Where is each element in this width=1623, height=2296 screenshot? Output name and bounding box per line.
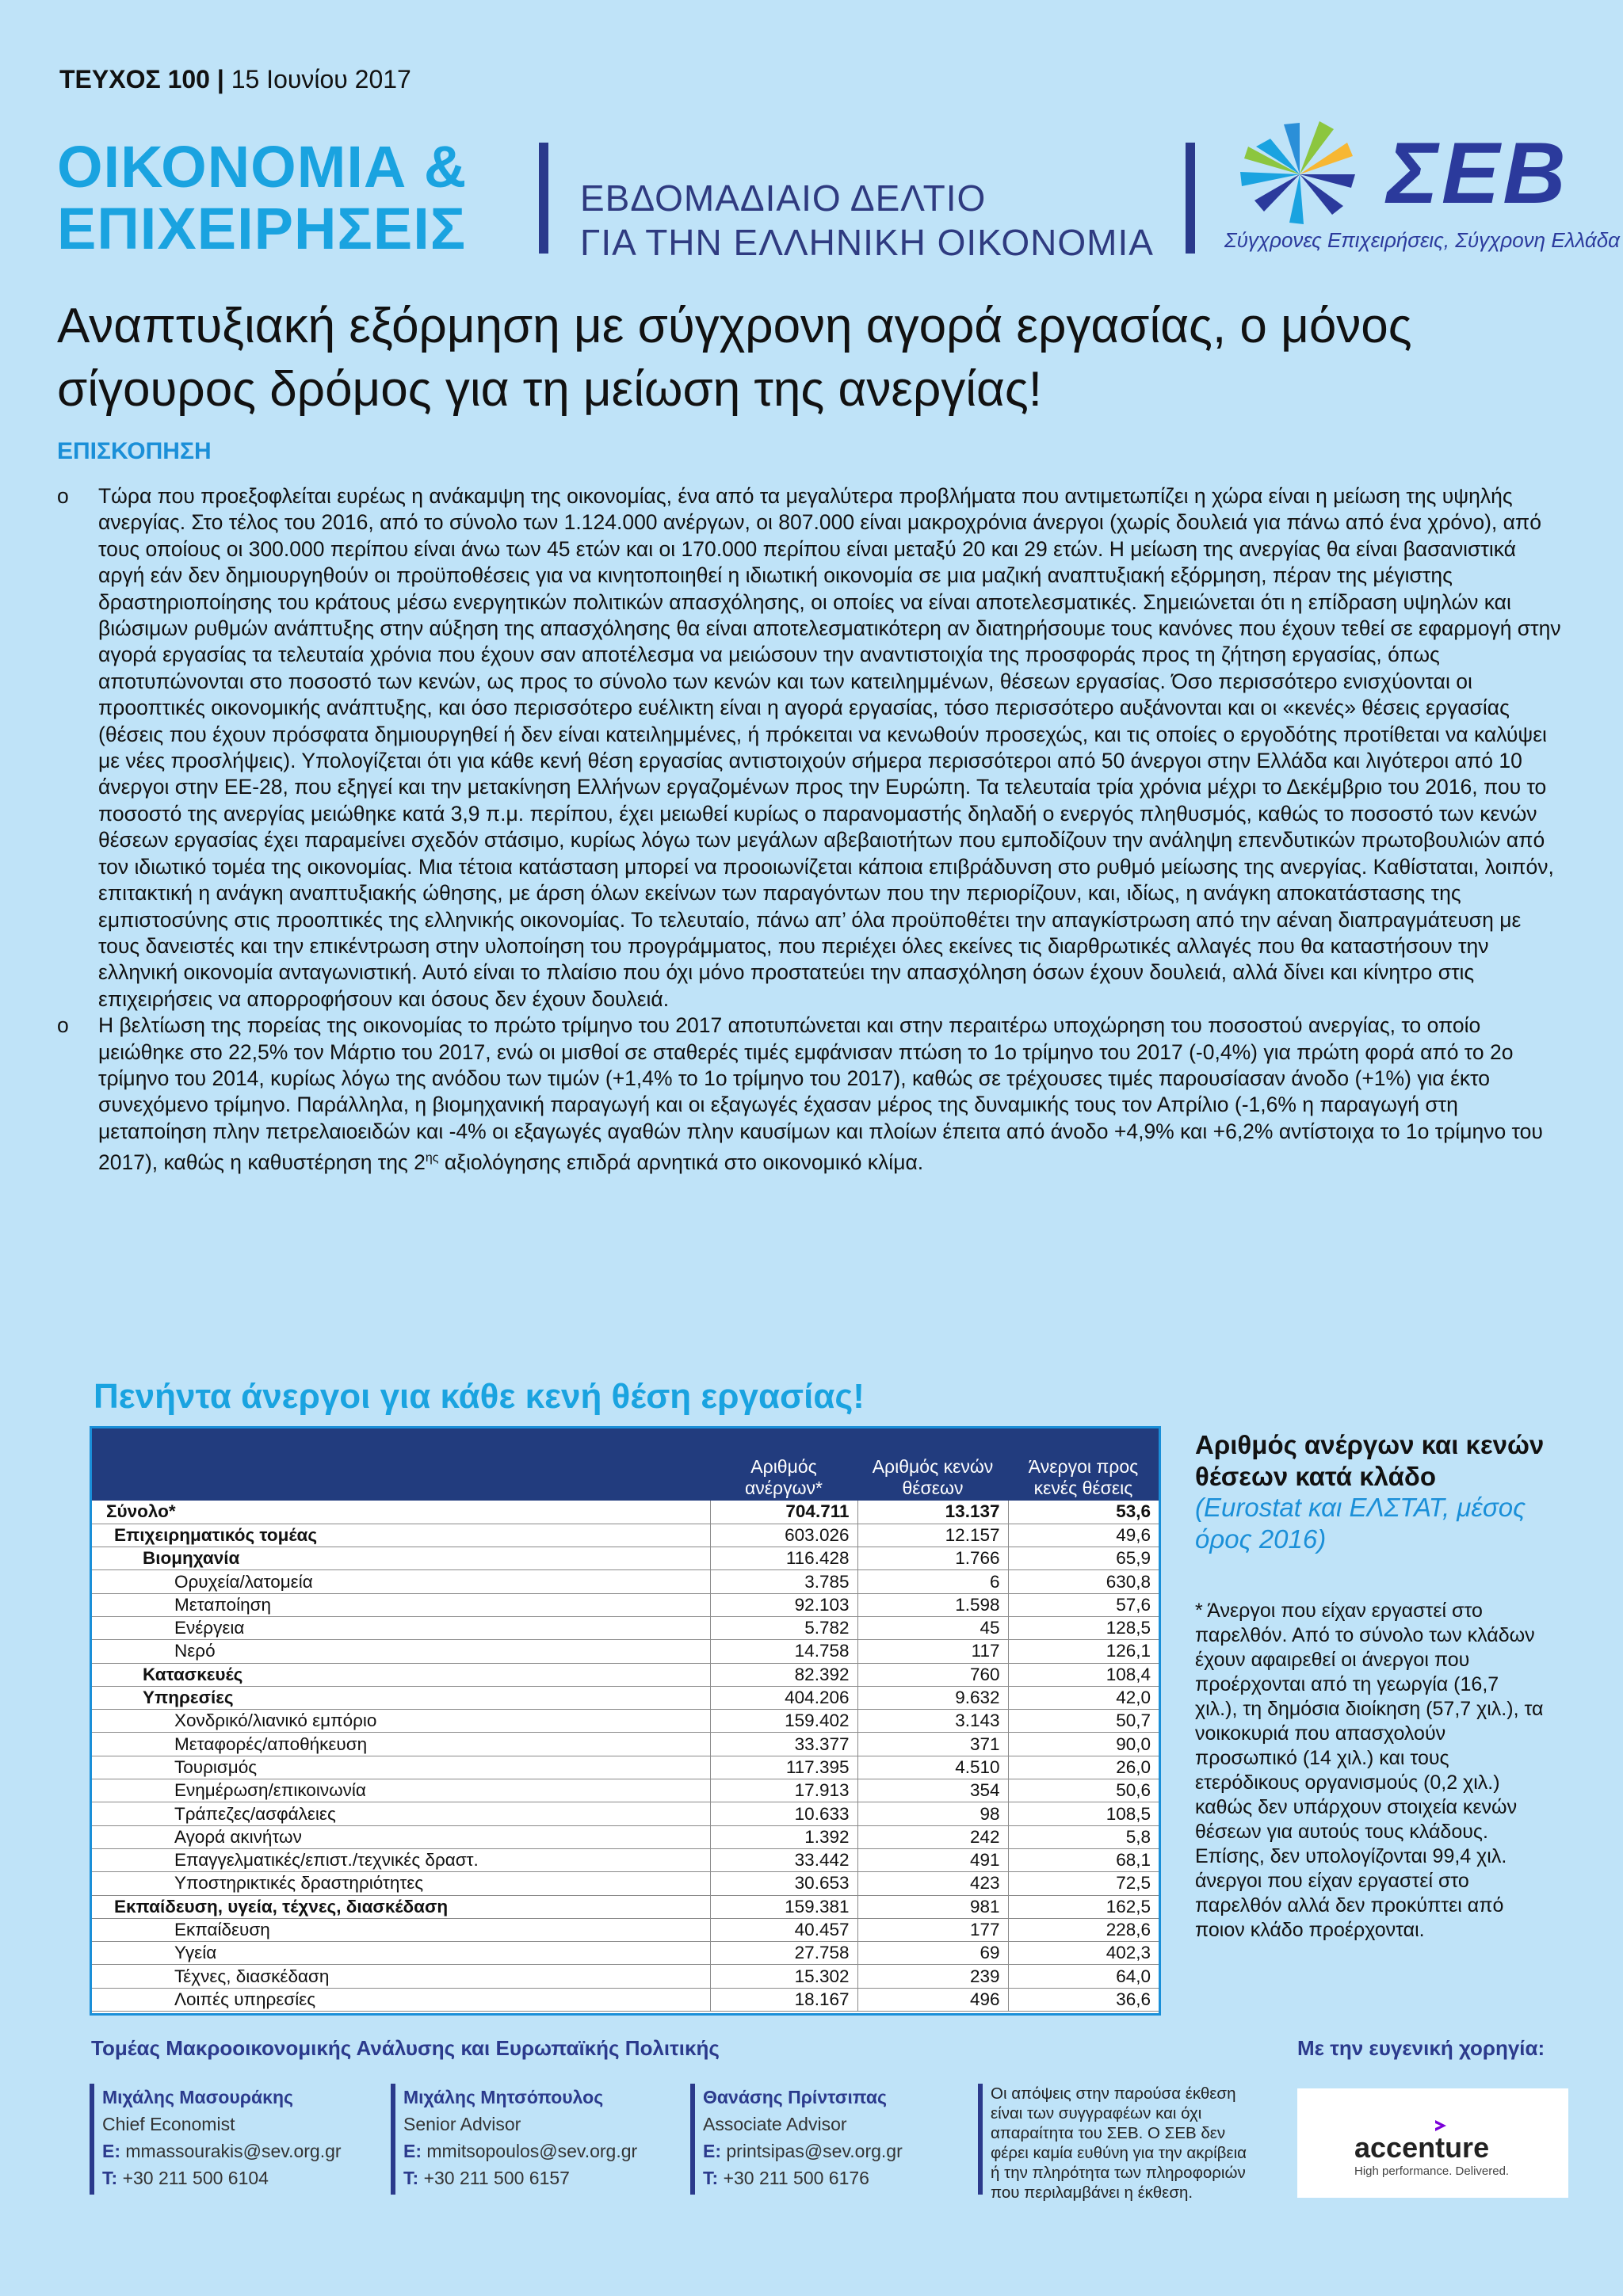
table-cell-vacancies: 45 [857, 1616, 1008, 1639]
ordinal-suffix: ης [425, 1151, 439, 1165]
sev-starburst-icon [1224, 115, 1375, 226]
table-cell-vacancies: 242 [857, 1825, 1008, 1848]
table-cell-vacancies: 9.632 [857, 1686, 1008, 1709]
table-cell-unemployed: 15.302 [710, 1965, 857, 1988]
table-row [92, 1501, 1159, 1524]
table-cell-sector: Υγεία [92, 1942, 710, 1965]
table-cell-ratio: 128,5 [1008, 1616, 1159, 1639]
author-email-line [403, 2138, 637, 2164]
table-cell-vacancies: 239 [857, 1965, 1008, 1988]
table-cell-vacancies: 354 [857, 1779, 1008, 1802]
table-header-ratio: Άνεργοι προς κενές θέσεις [1028, 1456, 1139, 1498]
table-cell-ratio: 68,1 [1008, 1848, 1159, 1871]
table-row [92, 1640, 1159, 1663]
table-row [92, 1570, 1159, 1593]
issue-line [59, 65, 411, 94]
overview-bullets [57, 483, 1563, 1176]
table-row [92, 1733, 1159, 1756]
overview-paragraph-2 [98, 1013, 1543, 1174]
table-cell-sector: Τράπεζες/ασφάλειες [92, 1802, 710, 1825]
table-cell-vacancies: 4.510 [857, 1756, 1008, 1779]
table-cell-vacancies: 423 [857, 1872, 1008, 1895]
table-cell-unemployed: 704.711 [710, 1501, 857, 1524]
author-phone: +30 211 500 6104 [122, 2168, 269, 2188]
table-cell-vacancies: 6 [857, 1570, 1008, 1593]
table-cell-ratio: 64,0 [1008, 1965, 1159, 1988]
sidebar-source: (Eurostat και ΕΛΣΤΑΤ, μέσος όρος 2016) [1195, 1493, 1526, 1554]
sidebar-title: Αριθμός ανέργων και κενών θέσεων κατά κλάδο [1195, 1430, 1545, 1491]
table-cell-vacancies: 13.137 [857, 1501, 1008, 1524]
table-row [92, 1616, 1159, 1639]
table-row [92, 1918, 1159, 1941]
masthead-subtitle [580, 176, 1154, 265]
unemployment-table [92, 1428, 1159, 2012]
table-cell-vacancies: 69 [857, 1942, 1008, 1965]
phone-label: T: [403, 2168, 419, 2188]
table-cell-unemployed: 404.206 [710, 1686, 857, 1709]
table-cell-unemployed: 603.026 [710, 1524, 857, 1547]
table-cell-unemployed: 30.653 [710, 1872, 857, 1895]
author-phone-line [703, 2164, 903, 2191]
table-cell-vacancies: 3.143 [857, 1710, 1008, 1733]
table-row [92, 1965, 1159, 1988]
masthead-divider [539, 143, 548, 254]
table-cell-unemployed: 117.395 [710, 1756, 857, 1779]
sev-slogan: Σύγχρονες Επιχειρήσεις, Σύγχρονη Ελλάδα [1224, 228, 1621, 252]
table-row [92, 1779, 1159, 1802]
page-headline: Αναπτυξιακή εξόρμηση με σύγχρονη αγορά εργασίας, ο μόνος σίγουρος δρόμος για τη μείωση της ανεργίας! [57, 299, 1412, 417]
table-cell-ratio: 50,7 [1008, 1710, 1159, 1733]
table-row [92, 1942, 1159, 1965]
table-row [92, 1756, 1159, 1779]
unemployment-table-frame [90, 1426, 1161, 2016]
overview-paragraph-2-main: Η βελτίωση της πορείας της οικονομίας το πρώτο τρίμηνο του 2017 αποτυπώνεται και στην περαιτέρω υποχώρηση του ποσοστού ανεργίας, το οποίο μειώθηκε στο 22,5% τον Μάρτιο του 2017, ενώ οι μισθοί σε σταθερές τιμές εμφάνισαν πτώση το 1ο τρίμηνο του 2017 (-0,4%) για πρώτη φορά από το 2ο τρίμηνο του 2014, κυρίως λόγω της ανόδου των τιμών (+1,4% το 1ο τρίμηνο του 2017), καθώς σε τρέχουσες τιμές παρουσίασαν άνοδο (+1%) για έκτο συνεχόμενο τρίμηνο. Παράλληλα, η βιομηχανική παραγωγή και οι εξαγωγές έχασαν μέρος της δυναμικής τους τον Απρίλιο (-1,6% η παραγωγή στη μεταποίηση πλην πετρελαιοειδών και -4% οι εξαγωγές αγαθών πλην καυσίμων και πλοίων έπειτα από άνοδο +4,9% και +6,2% αντίστοιχα το 1ο τρίμηνο του 2017), καθώς η καθυστέρηση της 2 [98, 1013, 1543, 1174]
table-cell-sector: Τέχνες, διασκέδαση [92, 1965, 710, 1988]
table-row [92, 1524, 1159, 1547]
table-row [92, 1663, 1159, 1686]
table-cell-sector: Αγορά ακινήτων [92, 1825, 710, 1848]
table-cell-sector: Επιχειρηματικός τομέας [92, 1524, 710, 1547]
table-cell-ratio: 53,6 [1008, 1501, 1159, 1524]
author-role: Senior Advisor [403, 2114, 521, 2134]
footer-disclaimer: Οι απόψεις στην παρούσα έκθεση είναι των συγγραφέων και όχι απαραίτητα του ΣΕΒ. Ο ΣΕΒ δεν φέρει καμία ευθύνη για την ακρίβεια ή την πληρότητα των πληροφοριών που περιλαμβάνει η έκθεση. [978, 2084, 1247, 2195]
table-row [92, 1895, 1159, 1918]
table-cell-ratio: 126,1 [1008, 1640, 1159, 1663]
author-name: Θανάσης Πρίντσιπας [703, 2087, 887, 2107]
table-cell-ratio: 26,0 [1008, 1756, 1159, 1779]
author-role: Associate Advisor [703, 2114, 847, 2134]
table-cell-vacancies: 1.766 [857, 1547, 1008, 1570]
table-cell-sector: Βιομηχανία [92, 1547, 710, 1570]
phone-label: T: [102, 2168, 118, 2188]
table-cell-unemployed: 1.392 [710, 1825, 857, 1848]
table-cell-vacancies: 98 [857, 1802, 1008, 1825]
table-cell-ratio: 49,6 [1008, 1524, 1159, 1547]
bullet-marker: o [57, 1013, 69, 1038]
table-cell-sector: Μεταποίηση [92, 1593, 710, 1616]
table-row [92, 1686, 1159, 1709]
table-cell-sector: Εκπαίδευση, υγεία, τέχνες, διασκέδαση [92, 1895, 710, 1918]
table-cell-sector: Ορυχεία/λατομεία [92, 1570, 710, 1593]
sidebar-note: * Άνεργοι που είχαν εργαστεί στο παρελθόν. Από το σύνολο των κλάδων έχουν αφαιρεθεί οι άνεργοι που προέρχονται από τη γεωργία (16,7 χιλ.), τη δημόσια διοίκηση (57,7 χιλ.), τα νοικοκυριά που απασχολούν προσωπικό (14 χιλ.) και τους ετερόδικους οργανισμούς (0,2 χιλ.) καθώς δεν υπάρχουν στοιχεία κενών θέσεων για αυτούς τους κλάδους. Επίσης, δεν υπολογίζονται 99,4 χιλ. άνεργοι που είχαν εργαστεί στο παρελθόν αλλά δεν προκύπτει από ποιον κλάδο προέρχονται. [1195, 1600, 1544, 1941]
table-cell-ratio: 65,9 [1008, 1547, 1159, 1570]
table-cell-ratio: 72,5 [1008, 1872, 1159, 1895]
table-cell-sector: Ενημέρωση/επικοινωνία [92, 1779, 710, 1802]
table-header-vacancies: Αριθμός κενών θέσεων [872, 1456, 994, 1498]
masthead-subtitle-line1: ΕΒΔΟΜΑΔΙΑΙΟ ΔΕΛΤΙΟ [580, 177, 987, 219]
table-cell-unemployed: 116.428 [710, 1547, 857, 1570]
table-cell-vacancies: 371 [857, 1733, 1008, 1756]
table-cell-unemployed: 10.633 [710, 1802, 857, 1825]
table-cell-sector: Επαγγελματικές/επιστ./τεχνικές δραστ. [92, 1848, 710, 1871]
table-row [92, 1988, 1159, 2011]
issue-number: ΤΕΥΧΟΣ 100 [59, 65, 210, 93]
author-name: Μιχάλης Μητσόπουλος [403, 2087, 604, 2107]
table-cell-unemployed: 3.785 [710, 1570, 857, 1593]
table-cell-unemployed: 17.913 [710, 1779, 857, 1802]
table-header-blank [92, 1428, 710, 1501]
table-cell-ratio: 108,4 [1008, 1663, 1159, 1686]
table-row [92, 1848, 1159, 1871]
table-cell-unemployed: 33.377 [710, 1733, 857, 1756]
table-cell-unemployed: 82.392 [710, 1663, 857, 1686]
table-cell-unemployed: 159.402 [710, 1710, 857, 1733]
email-label: E: [403, 2141, 422, 2161]
overview-bullet-2 [57, 1013, 1563, 1176]
sponsor-logo-box [1297, 2088, 1568, 2198]
table-cell-sector: Μεταφορές/αποθήκευση [92, 1733, 710, 1756]
table-cell-sector: Εκπαίδευση [92, 1918, 710, 1941]
author-phone-line [403, 2164, 637, 2191]
author-email[interactable]: mmitsopoulos@sev.org.gr [426, 2141, 638, 2161]
table-title: Πενήντα άνεργοι για κάθε κενή θέση εργασίας! [94, 1377, 865, 1416]
table-cell-sector: Ενέργεια [92, 1616, 710, 1639]
table-cell-vacancies: 177 [857, 1918, 1008, 1941]
table-cell-sector: Υπηρεσίες [92, 1686, 710, 1709]
table-row [92, 1825, 1159, 1848]
phone-label: T: [703, 2168, 719, 2188]
overview-bullet-1 [57, 483, 1563, 1013]
table-row [92, 1872, 1159, 1895]
table-cell-ratio: 5,8 [1008, 1825, 1159, 1848]
table-cell-vacancies: 491 [857, 1848, 1008, 1871]
table-cell-vacancies: 1.598 [857, 1593, 1008, 1616]
masthead-subtitle-line2: ΓΙΑ ΤΗΝ ΕΛΛΗΝΙΚΗ ΟΙΚΟΝΟΜΙΑ [580, 222, 1154, 263]
email-label: E: [102, 2141, 120, 2161]
author-name: Μιχάλης Μασουράκης [102, 2087, 293, 2107]
table-cell-sector: Νερό [92, 1640, 710, 1663]
table-cell-unemployed: 18.167 [710, 1988, 857, 2011]
table-cell-vacancies: 981 [857, 1895, 1008, 1918]
table-cell-sector: Κατασκευές [92, 1663, 710, 1686]
table-cell-vacancies: 496 [857, 1988, 1008, 2011]
sev-logo [1224, 115, 1621, 257]
sev-logo-text: ΣΕΒ [1387, 124, 1569, 222]
table-cell-sector: Σύνολο* [92, 1501, 710, 1524]
table-header-unemployed: Αριθμός ανέργων* [744, 1456, 823, 1498]
table-cell-ratio: 630,8 [1008, 1570, 1159, 1593]
author-phone-line [102, 2164, 342, 2191]
table-cell-vacancies: 760 [857, 1663, 1008, 1686]
footer-department: Τομέας Μακροοικονομικής Ανάλυσης και Ευρωπαϊκής Πολιτικής [91, 2036, 720, 2060]
author-email-line [102, 2138, 342, 2164]
masthead-title-line2: ΕΠΙΧΕΙΡΗΣΕΙΣ [57, 196, 467, 261]
table-row [92, 1802, 1159, 1825]
table-cell-sector: Λοιπές υπηρεσίες [92, 1988, 710, 2011]
table-cell-vacancies: 12.157 [857, 1524, 1008, 1547]
table-cell-unemployed: 14.758 [710, 1640, 857, 1663]
table-header-row [92, 1428, 1159, 1501]
table-cell-unemployed: 159.381 [710, 1895, 857, 1918]
author-phone: +30 211 500 6157 [423, 2168, 570, 2188]
table-row [92, 1710, 1159, 1733]
table-cell-sector: Χονδρικό/λιανικό εμπόριο [92, 1710, 710, 1733]
table-row [92, 1593, 1159, 1616]
table-cell-sector: Τουρισμός [92, 1756, 710, 1779]
overview-paragraph-2-end: αξιολόγησης επιδρά αρνητικά στο οικονομικό κλίμα. [438, 1150, 924, 1174]
overview-paragraph-1: Τώρα που προεξοφλείται ευρέως η ανάκαμψη της οικονομίας, ένα από τα μεγαλύτερα προβλήματα που αντιμετωπίζει η χώρα είναι η μείωση της υψηλής ανεργίας. Στο τέλος του 2016, από το σύνολο των 1.124.000 ανέργων, οι 807.000 είναι μακροχρόνια άνεργοι (χωρίς δουλειά για πάνω από ένα χρόνο), από τους οποίους οι 300.000 περίπου είναι άνω των 45 ετών και οι 170.000 περίπου είναι μεταξύ 20 και 29 ετών. Η μείωση της ανεργίας θα είναι βασανιστικά αργή εάν δεν δημιουργηθούν οι προϋποθέσεις για να κινητοποιηθεί η ιδιωτική οικονομία σε μια μαζική αναπτυξιακή εξόρμηση, πέραν της μέγιστης δραστηριοποίησης του κράτους μέσω ενεργητικών πολιτικών απασχόλησης, οι οποίες να είναι αποτελεσματικές. Σημειώνεται ότι η επίδραση υψηλών και βιώσιμων ρυθμών ανάπτυξης στην αύξηση της απασχόλησης θα είναι αποτελεσματικότερη αν διατηρήσουμε τους κανόνες που έχουν τεθεί σε εφαρμογή στην αγορά εργασίας τα τελευταία χρόνια που έχουν σαν αποτέλεσμα να μειώσουν την αναντιστοιχία της προσφοράς προς τη ζήτηση εργασίας, όπως αποτυπώνονται στο ποσοστό των κενών, ως προς το σύνολο των κενών και των κατειλημμένων, θέσεων εργασίας. Όσο περισσότερο ενισχύονται οι προοπτικές οικονομικής ανάπτυξης, και όσο περισσότερο ευέλικτη είναι η αγορά εργασίας, τόσο περισσότερο αυξάνονται και οι «κενές» θέσεις εργασίας (θέσεις που έχουν πρόσφατα δημιουργηθεί ή δεν είναι κατειλημμένες, ή πρόκειται να κενωθούν προσεχώς, και τις οποίες ο εργοδότης προτίθεται να καλύψει με νέες προσλήψεις). Υπολογίζεται ότι για κάθε κενή θέση εργασίας αντιστοιχούν σήμερα περισσότεροι από 50 άνεργοι στην Ελλάδα και λιγότεροι από 10 άνεργοι στην ΕΕ-28, που εξηγεί και την μετακίνηση Ελλήνων εργαζομένων προς την Ευρώπη. Τα τελευταία τρία χρόνια μέχρι το Δεκέμβριο του 2016, που το ποσοστό της ανεργίας μειώθηκε κατά 3,9 π.μ. περίπου, έχει μειωθεί κυρίως ο παρανομαστής δηλαδή ο ενεργός πληθυσμός, καθώς το ποσοστό των κενών θέσεων εργασίας έχει παραμείνει σχεδόν στάσιμο, κυρίως λόγω των μεγάλων αβεβαιοτήτων που εμποδίζουν την ανάληψη επενδυτικών πρωτοβουλιών από τον ιδιωτικό τομέα της οικονομίας. Μια τέτοια κατάσταση μπορεί να προοιωνίζεται κάποια επιβράδυνση στο ρυθμό μείωσης της ανεργίας. Καθίσταται, λοιπόν, επιτακτική η ανάγκη αναπτυξιακής ώθησης, με άρση όλων εκείνων των παραγόντων που την περιορίζουν, και, ιδίως, η ανάγκη αποκατάστασης της εμπιστοσύνης στις προοπτικές της ελληνικής οικονομίας. Το τελευταίο, πάνω απ’ όλα προϋποθέτει την απαγκίστρωση από την αέναη διαπραγμάτευση με τους δανειστές και την επικέντρωση στην υλοποίηση του προγράμματος, που περιέχει όλες εκείνες τις διαρθρωτικές αλλαγές που θα καταστήσουν την ελληνική οικονομία ανταγωνιστική. Αυτό είναι το πλαίσιο που όχι μόνο προστατεύει την απασχόληση όσων έχουν δουλειά, αλλά δίνει και κίνητρο στις επιχειρήσεις να απορροφήσουν και όσους δεν έχουν δουλειά. [98, 484, 1561, 1011]
table-cell-ratio: 228,6 [1008, 1918, 1159, 1941]
issue-date: 15 Ιουνίου 2017 [231, 65, 411, 93]
table-cell-ratio: 42,0 [1008, 1686, 1159, 1709]
table-row [92, 1547, 1159, 1570]
author-phone: +30 211 500 6176 [723, 2168, 869, 2188]
table-cell-unemployed: 40.457 [710, 1918, 857, 1941]
section-label-overview: ΕΠΙΣΚΟΠΗΣΗ [57, 438, 212, 464]
author-role: Chief Economist [102, 2114, 235, 2134]
author-email-line [703, 2138, 903, 2164]
masthead-title [57, 136, 467, 260]
table-cell-ratio: 90,0 [1008, 1733, 1159, 1756]
author-email[interactable]: mmassourakis@sev.org.gr [125, 2141, 342, 2161]
table-cell-unemployed: 27.758 [710, 1942, 857, 1965]
author-email[interactable]: printsipas@sev.org.gr [726, 2141, 903, 2161]
table-cell-ratio: 57,6 [1008, 1593, 1159, 1616]
table-cell-unemployed: 33.442 [710, 1848, 857, 1871]
table-cell-vacancies: 117 [857, 1640, 1008, 1663]
table-cell-ratio: 50,6 [1008, 1779, 1159, 1802]
email-label: E: [703, 2141, 721, 2161]
sponsor-tagline: High performance. Delivered. [1354, 2164, 1510, 2178]
footer-sponsor-label: Με την ευγενική χορηγία: [1297, 2036, 1545, 2060]
table-body [92, 1501, 1159, 2012]
table-cell-unemployed: 92.103 [710, 1593, 857, 1616]
masthead-title-line1: ΟΙΚΟΝΟΜΙΑ & [57, 134, 468, 200]
author-card-1 [90, 2084, 342, 2195]
table-cell-ratio: 108,5 [1008, 1802, 1159, 1825]
author-card-3 [690, 2084, 903, 2195]
table-cell-ratio: 36,6 [1008, 1988, 1159, 2011]
logo-divider [1186, 143, 1195, 254]
table-cell-unemployed: 5.782 [710, 1616, 857, 1639]
table-cell-ratio: 162,5 [1008, 1895, 1159, 1918]
table-cell-sector: Υποστηρικτικές δραστηριότητες [92, 1872, 710, 1895]
author-card-2 [391, 2084, 637, 2195]
sponsor-name: accenture [1354, 2131, 1490, 2164]
bullet-marker: o [57, 484, 69, 508]
issue-separator: | [216, 65, 224, 93]
table-cell-ratio: 402,3 [1008, 1942, 1159, 1965]
